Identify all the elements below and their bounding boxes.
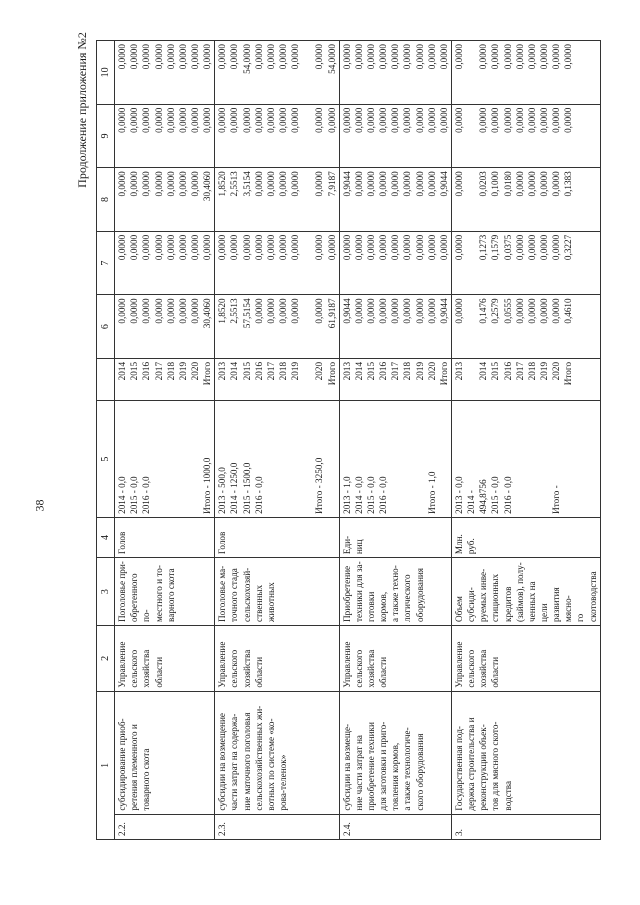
header-col-3: 3: [97, 558, 115, 626]
row-name: субсидирование приоб- ретения племенного и товарного скота: [115, 691, 215, 814]
header-col-8: 8: [97, 168, 115, 232]
row-number: 2.4.: [339, 814, 451, 839]
row-years: 2013 2014 2015 2016 2017 2018 2019 2020 Итого: [339, 358, 451, 400]
row-col-10: 0,0000 0,0000 0,0000 0,0000 0,0000 0,0000 0,0000 0,0000 0,0000: [451, 41, 600, 105]
program-table: [96, 40, 601, 840]
row-indicator: Поголовье при- обретенного по- местного и то- варного скота: [115, 558, 215, 626]
page-number: 38: [32, 499, 47, 512]
row-years: 2013 2014 2015 2016 2017 2018 2019 2020 Итого: [215, 358, 339, 400]
row-col-10: 0,0000 0,0000 54,0000 0,0000 0,0000 0,0000 0,0000 0,0000 54,0000: [215, 41, 339, 105]
row-executor: Управление сельского хозяйства области: [115, 625, 215, 691]
header-col-year: [97, 358, 115, 400]
row-plan: 2013 - 1,0 2014 - 0,0 2015 - 0,0 2016 - 0,0 Итого - 1,0: [339, 401, 451, 518]
header-col-10: 10: [97, 41, 115, 105]
row-executor: Управление сельского хозяйства области: [215, 625, 339, 691]
row-col-6: 0,9044 0,0000 0,0000 0,0000 0,0000 0,0000 0,0000 0,0000 0,9044: [339, 295, 451, 359]
header-col-2: 2: [97, 625, 115, 691]
row-col-7: 0,0000 0,0000 0,0000 0,0000 0,0000 0,0000 0,0000 0,0000 0,0000: [215, 231, 339, 295]
row-plan: 2014 - 0,0 2015 - 0,0 2016 - 0,0 Итого - 1000,0: [115, 401, 215, 518]
header-col-7: 7: [97, 231, 115, 295]
row-col-8: 0,9044 0,0000 0,0000 0,0000 0,0000 0,0000 0,0000 0,0000 0,9044: [339, 168, 451, 232]
row-unit: Голов: [215, 517, 339, 557]
row-unit: Млн. руб.: [451, 517, 600, 557]
row-col-6: 0,0000 0,1476 0,2579 0,0555 0,0000 0,0000 0,0000 0,0000 0,4610: [451, 295, 600, 359]
header-col-9: 9: [97, 104, 115, 168]
table-row: [451, 41, 600, 840]
row-name: Государственная под- держка строительства и реконструкции объек- тов для мясного ското- водства: [451, 691, 600, 814]
appendix-title: Продолжение приложения №2: [75, 32, 89, 188]
table-row: [215, 41, 339, 840]
row-indicator: Приобретение техники для за- готовки кормов, а также техно- логического оборудования: [339, 558, 451, 626]
row-plan: 2013 - 500,0 2014 - 1250,0 2015 - 1500,0 2016 - 0,0 Итого - 3250,0: [215, 401, 339, 518]
table-row: [339, 41, 451, 840]
table-row: [115, 41, 215, 840]
row-years: 2014 2015 2016 2017 2018 2019 2020 Итого: [115, 358, 215, 400]
row-executor: Управление сельского хозяйства области: [339, 625, 451, 691]
row-executor: Управление сельского хозяйства области: [451, 625, 600, 691]
row-col-9: 0,0000 0,0000 0,0000 0,0000 0,0000 0,0000 0,0000 0,0000: [115, 104, 215, 168]
rotated-table-container: [96, 40, 606, 840]
row-unit: Голов: [115, 517, 215, 557]
row-unit: Еди- ниц: [339, 517, 451, 557]
row-col-9: 0,0000 0,0000 0,0000 0,0000 0,0000 0,0000 0,0000 0,0000 0,0000: [451, 104, 600, 168]
row-years: 2013 2014 2015 2016 2017 2018 2019 2020 Итого: [451, 358, 600, 400]
row-col-8: 0,0000 0,0203 0,1000 0,0180 0,0000 0,0000 0,0000 0,0000 0,1383: [451, 168, 600, 232]
header-col-6: 6: [97, 295, 115, 359]
row-col-8: 1,8520 2,5513 3,5154 0,0000 0,0000 0,0000 0,0000 0,0000 7,9187: [215, 168, 339, 232]
row-number: 2.3.: [215, 814, 339, 839]
row-col-7: 0,0000 0,0000 0,0000 0,0000 0,0000 0,0000 0,0000 0,0000: [115, 231, 215, 295]
row-col-6: 0,0000 0,0000 0,0000 0,0000 0,0000 0,0000 0,0000 30,4060: [115, 295, 215, 359]
row-col-9: 0,0000 0,0000 0,0000 0,0000 0,0000 0,0000 0,0000 0,0000 0,0000: [215, 104, 339, 168]
row-col-8: 0,0000 0,0000 0,0000 0,0000 0,0000 0,0000 0,0000 30,4060: [115, 168, 215, 232]
row-col-10: 0,0000 0,0000 0,0000 0,0000 0,0000 0,0000 0,0000 0,0000: [115, 41, 215, 105]
row-col-9: 0,0000 0,0000 0,0000 0,0000 0,0000 0,0000 0,0000 0,0000 0,0000: [339, 104, 451, 168]
row-plan: 2013 - 0,0 2014 - 494,8756 2015 - 0,0 2016 - 0,0 Итого -: [451, 401, 600, 518]
row-number: 3.: [451, 814, 600, 839]
header-col-5: 5: [97, 401, 115, 518]
row-indicator: Поголовье ма- точного стада сельскохозяй- ственных животных: [215, 558, 339, 626]
row-col-6: 1,8520 2,5513 57,5154 0,0000 0,0000 0,0000 0,0000 0,0000 61,9187: [215, 295, 339, 359]
row-indicator: Объем субсиди- руемых инве- стиционных кредитов (займов), полу- ченных на цели развития мясно- го скотоводства: [451, 558, 600, 626]
row-col-7: 0,0000 0,0000 0,0000 0,0000 0,0000 0,0000 0,0000 0,0000 0,0000: [339, 231, 451, 295]
header-row: [97, 41, 115, 840]
row-col-7: 0,0000 0,1273 0,1579 0,0375 0,0000 0,0000 0,0000 0,0000 0,3227: [451, 231, 600, 295]
row-name: субсидии на возмеще- ние части затрат на приобретение техники для заготовки и приго- товления кормов, а также технологиче- ского оборудования: [339, 691, 451, 814]
header-col-1: 1: [97, 691, 115, 839]
row-name: субсидии на возмещение части затрат на содержа- ние маточного поголовья сельскохозяйственных жи- вотных по системе «ко- рова-теленок»: [215, 691, 339, 814]
row-col-10: 0,0000 0,0000 0,0000 0,0000 0,0000 0,0000 0,0000 0,0000 0,0000: [339, 41, 451, 105]
row-number: 2.2.: [115, 814, 215, 839]
header-col-4: 4: [97, 517, 115, 557]
